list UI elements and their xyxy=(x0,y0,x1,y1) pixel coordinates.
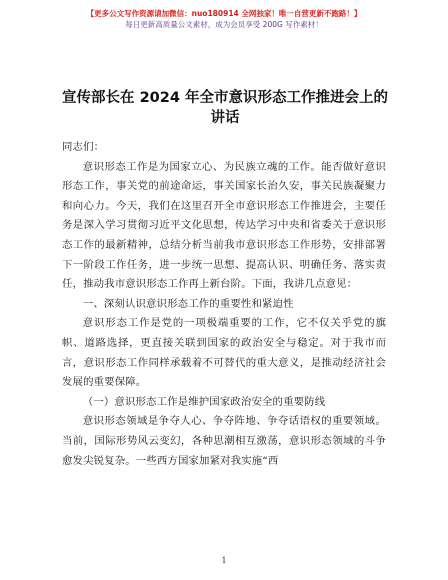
page-number: 1 xyxy=(221,556,227,565)
document-title: 宣传部长在 2024 年全市意识形态工作推进会上的讲话 xyxy=(62,90,388,126)
subsection-1-paragraph: 意识形态领域是争夺人心、争夺阵地、争夺话语权的重要领域。当前，国际形势风云变幻，各种思潮相互激荡，意识形态领域的斗争愈发尖锐复杂。一些西方国家加紧对我实施“西 xyxy=(62,415,386,467)
document-body xyxy=(62,138,386,471)
section-1-paragraph: 意识形态工作是党的一项极端重要的工作，它不仅关乎党的旗帜、道路选择，更直接关联到国家的政治安全与稳定。对于我市而言，意识形态工作同样承载着不可替代的重大意义，是推动经济社会发展的重要保障。 xyxy=(62,317,386,389)
section-heading-1: 一、深刻认识意识形态工作的重要性和紧迫性 xyxy=(82,297,294,310)
promo-banner-line-2: 每日更新高质量公文素材，成为会员享受 200G 写作素材！ xyxy=(125,20,323,29)
subsection-heading-1: （一）意识形态工作是维护国家政治安全的重要防线 xyxy=(82,395,326,408)
promo-banner-line-1: 【更多公文写作资源请加微信：nuo180914 全网独家！唯一自营更新不跑路！】 xyxy=(86,9,362,18)
promo-banner xyxy=(0,8,448,30)
intro-paragraph: 意识形态工作是为国家立心、为民族立魂的工作。能否做好意识形态工作，事关党的前途命运，事关国家长治久安，事关民族凝聚力和向心力。今天，我们在这里召开全市意识形态工作推进会，主要任务是深入学习贯彻习近平文化思想，传达学习中央和省委关于意识形态工作的最新精神，总结分析当前我市意识形态工作形势，安排部署下一阶段工作任务，进一步统一思想、提高认识、明确任务、落实责任，推动我市意识形态工作再上新台阶。下面，我讲几点意见： xyxy=(62,160,386,291)
salutation: 同志们： xyxy=(62,141,105,153)
